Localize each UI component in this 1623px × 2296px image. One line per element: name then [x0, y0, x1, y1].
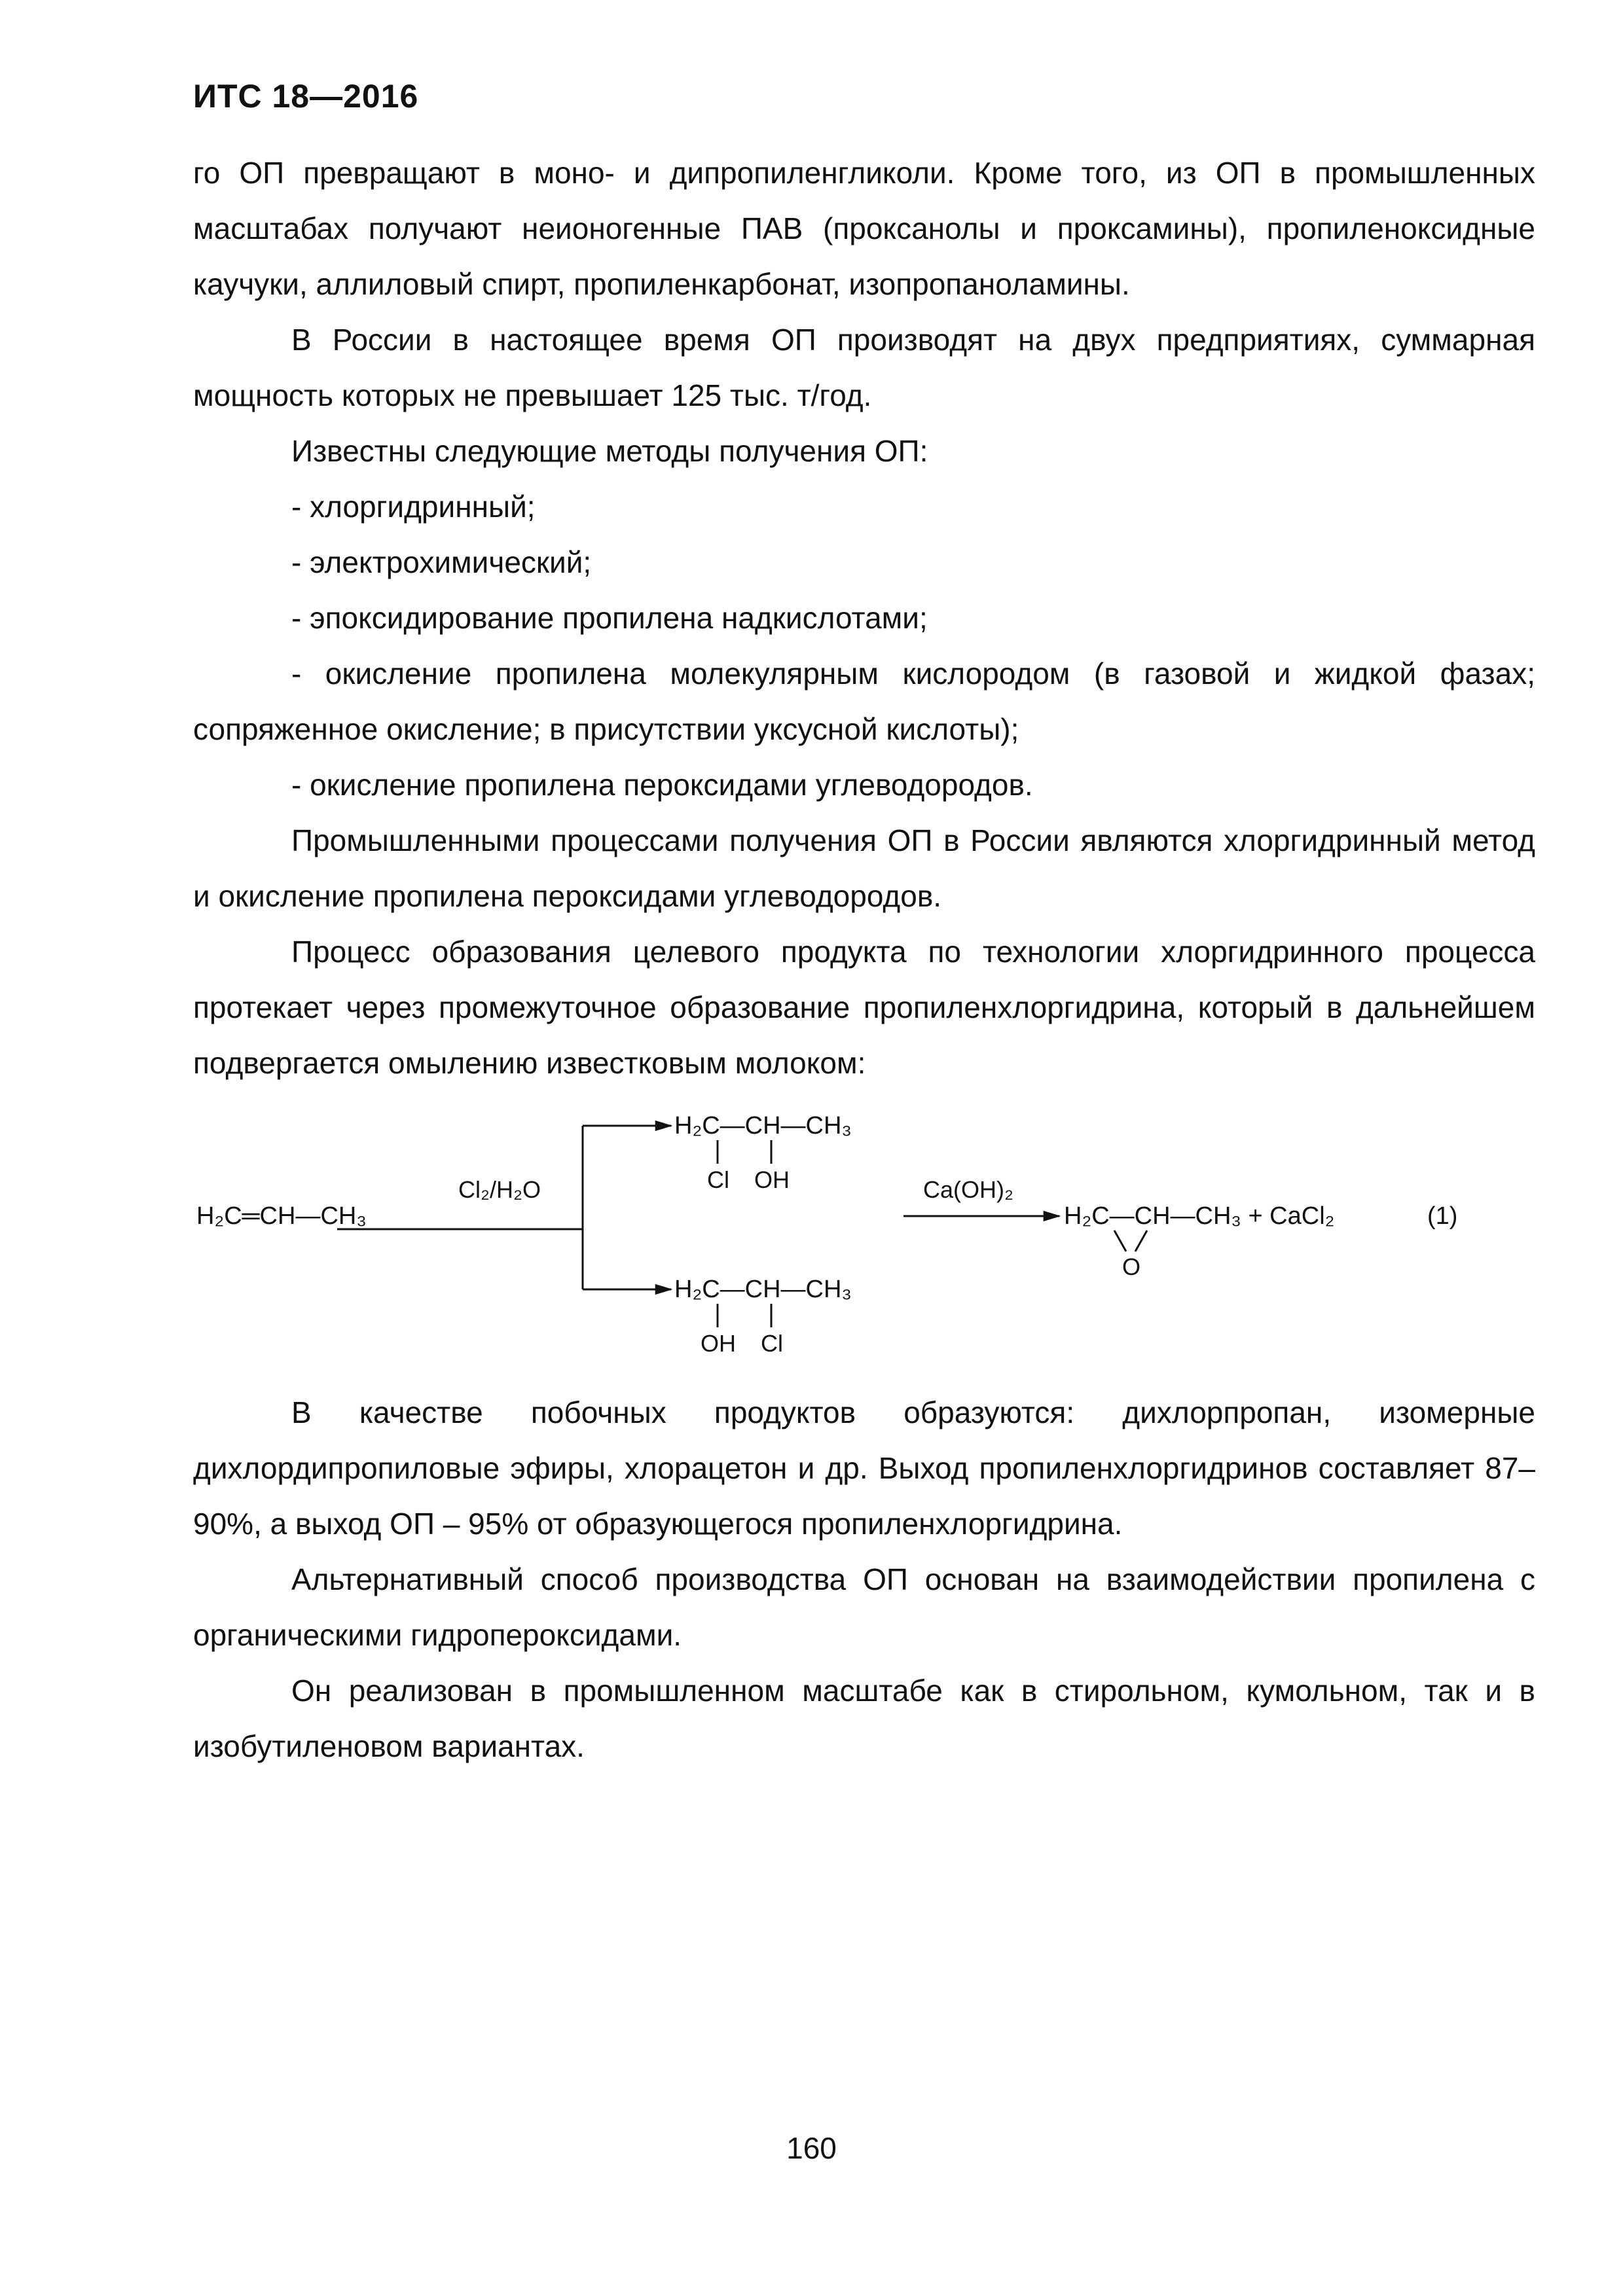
- substituent-oh: OH: [701, 1330, 736, 1357]
- substituent-cl: Cl: [761, 1330, 783, 1357]
- list-item-method: - эпоксидирование пропилена надкислотами;: [291, 601, 928, 635]
- list-item-method: - хлоргидринный;: [291, 490, 536, 524]
- document-code-header: ИТС 18—2016: [193, 78, 419, 115]
- paragraph-by-products: В качестве побочных продуктов образуются: дихлорпропан, изомерные дихлордипропиловые эфиры, хлорацетон и др. Выход пропиленхлоргидринов составляет 87–90%, а выход ОП – 95% от образующегося пропиленхлоргидрина.: [193, 1395, 1535, 1541]
- paragraph-process-description: Процесс образования целевого продукта по технологии хлоргидринного процесса протекает через промежуточное образование пропиленхлоргидрина, который в дальнейшем подвергается омылению известковым молоком:: [193, 935, 1535, 1080]
- chlorohydrin-upper: H₂C—CH—CH₃: [674, 1112, 852, 1139]
- page-number: 160: [786, 2131, 837, 2165]
- list-item-method: - окисление пропилена молекулярным кислородом (в газовой и жидкой фазах; сопряженное окисление; в присутствии уксусной кислоты);: [193, 656, 1535, 746]
- reactant-propylene: H₂C═CH—CH₃: [196, 1202, 367, 1230]
- paragraph-russia-capacity: В России в настоящее время ОП производят на двух предприятиях, суммарная мощность которых не превышает 125 тыс. т/год.: [193, 323, 1535, 412]
- paragraph-continuation: го ОП превращают в моно- и дипропиленгликоли. Кроме того, из ОП в промышленных масштабах получают неионогенные ПАВ (проксанолы и проксамины), пропиленоксидные каучуки, аллиловый спирт, пропиленкарбонат, изопропаноламины.: [193, 156, 1535, 301]
- paragraph-alternative-method: Альтернативный способ производства ОП основан на взаимодействии пропилена с органическими гидропероксидами.: [193, 1562, 1535, 1652]
- list-item-method: - окисление пропилена пероксидами углеводородов.: [291, 768, 1033, 802]
- substituent-cl: Cl: [707, 1166, 729, 1193]
- reagent-calcium-hydroxide: Ca(OH)₂: [923, 1176, 1013, 1203]
- paragraph-industrial-variants: Он реализован в промышленном масштабе как в стирольном, кумольном, так и в изобутиленовом вариантах.: [193, 1674, 1535, 1763]
- epoxide-bond: [1135, 1230, 1147, 1251]
- body-text-before-scheme: [193, 145, 1535, 1091]
- propylene-oxide-product: H₂C—CH—CH₃ + CaCl₂: [1064, 1202, 1335, 1230]
- paragraph-methods-intro: Известны следующие методы получения ОП:: [291, 434, 928, 468]
- list-item-method: - электрохимический;: [291, 545, 592, 579]
- reagent-chlorine-water: Cl₂/H₂O: [458, 1176, 541, 1203]
- chlorohydrin-lower: H₂C—CH—CH₃: [674, 1276, 852, 1303]
- equation-number: (1): [1427, 1202, 1458, 1230]
- reaction-scheme: [196, 1106, 1480, 1381]
- body-text-after-scheme: [193, 1385, 1535, 1774]
- paragraph-industrial-processes: Промышленными процессами получения ОП в России являются хлоргидринный метод и окисление пропилена пероксидами углеводородов.: [193, 823, 1535, 913]
- substituent-oh: OH: [754, 1166, 790, 1193]
- epoxide-oxygen: O: [1122, 1253, 1141, 1280]
- epoxide-bond: [1114, 1230, 1126, 1251]
